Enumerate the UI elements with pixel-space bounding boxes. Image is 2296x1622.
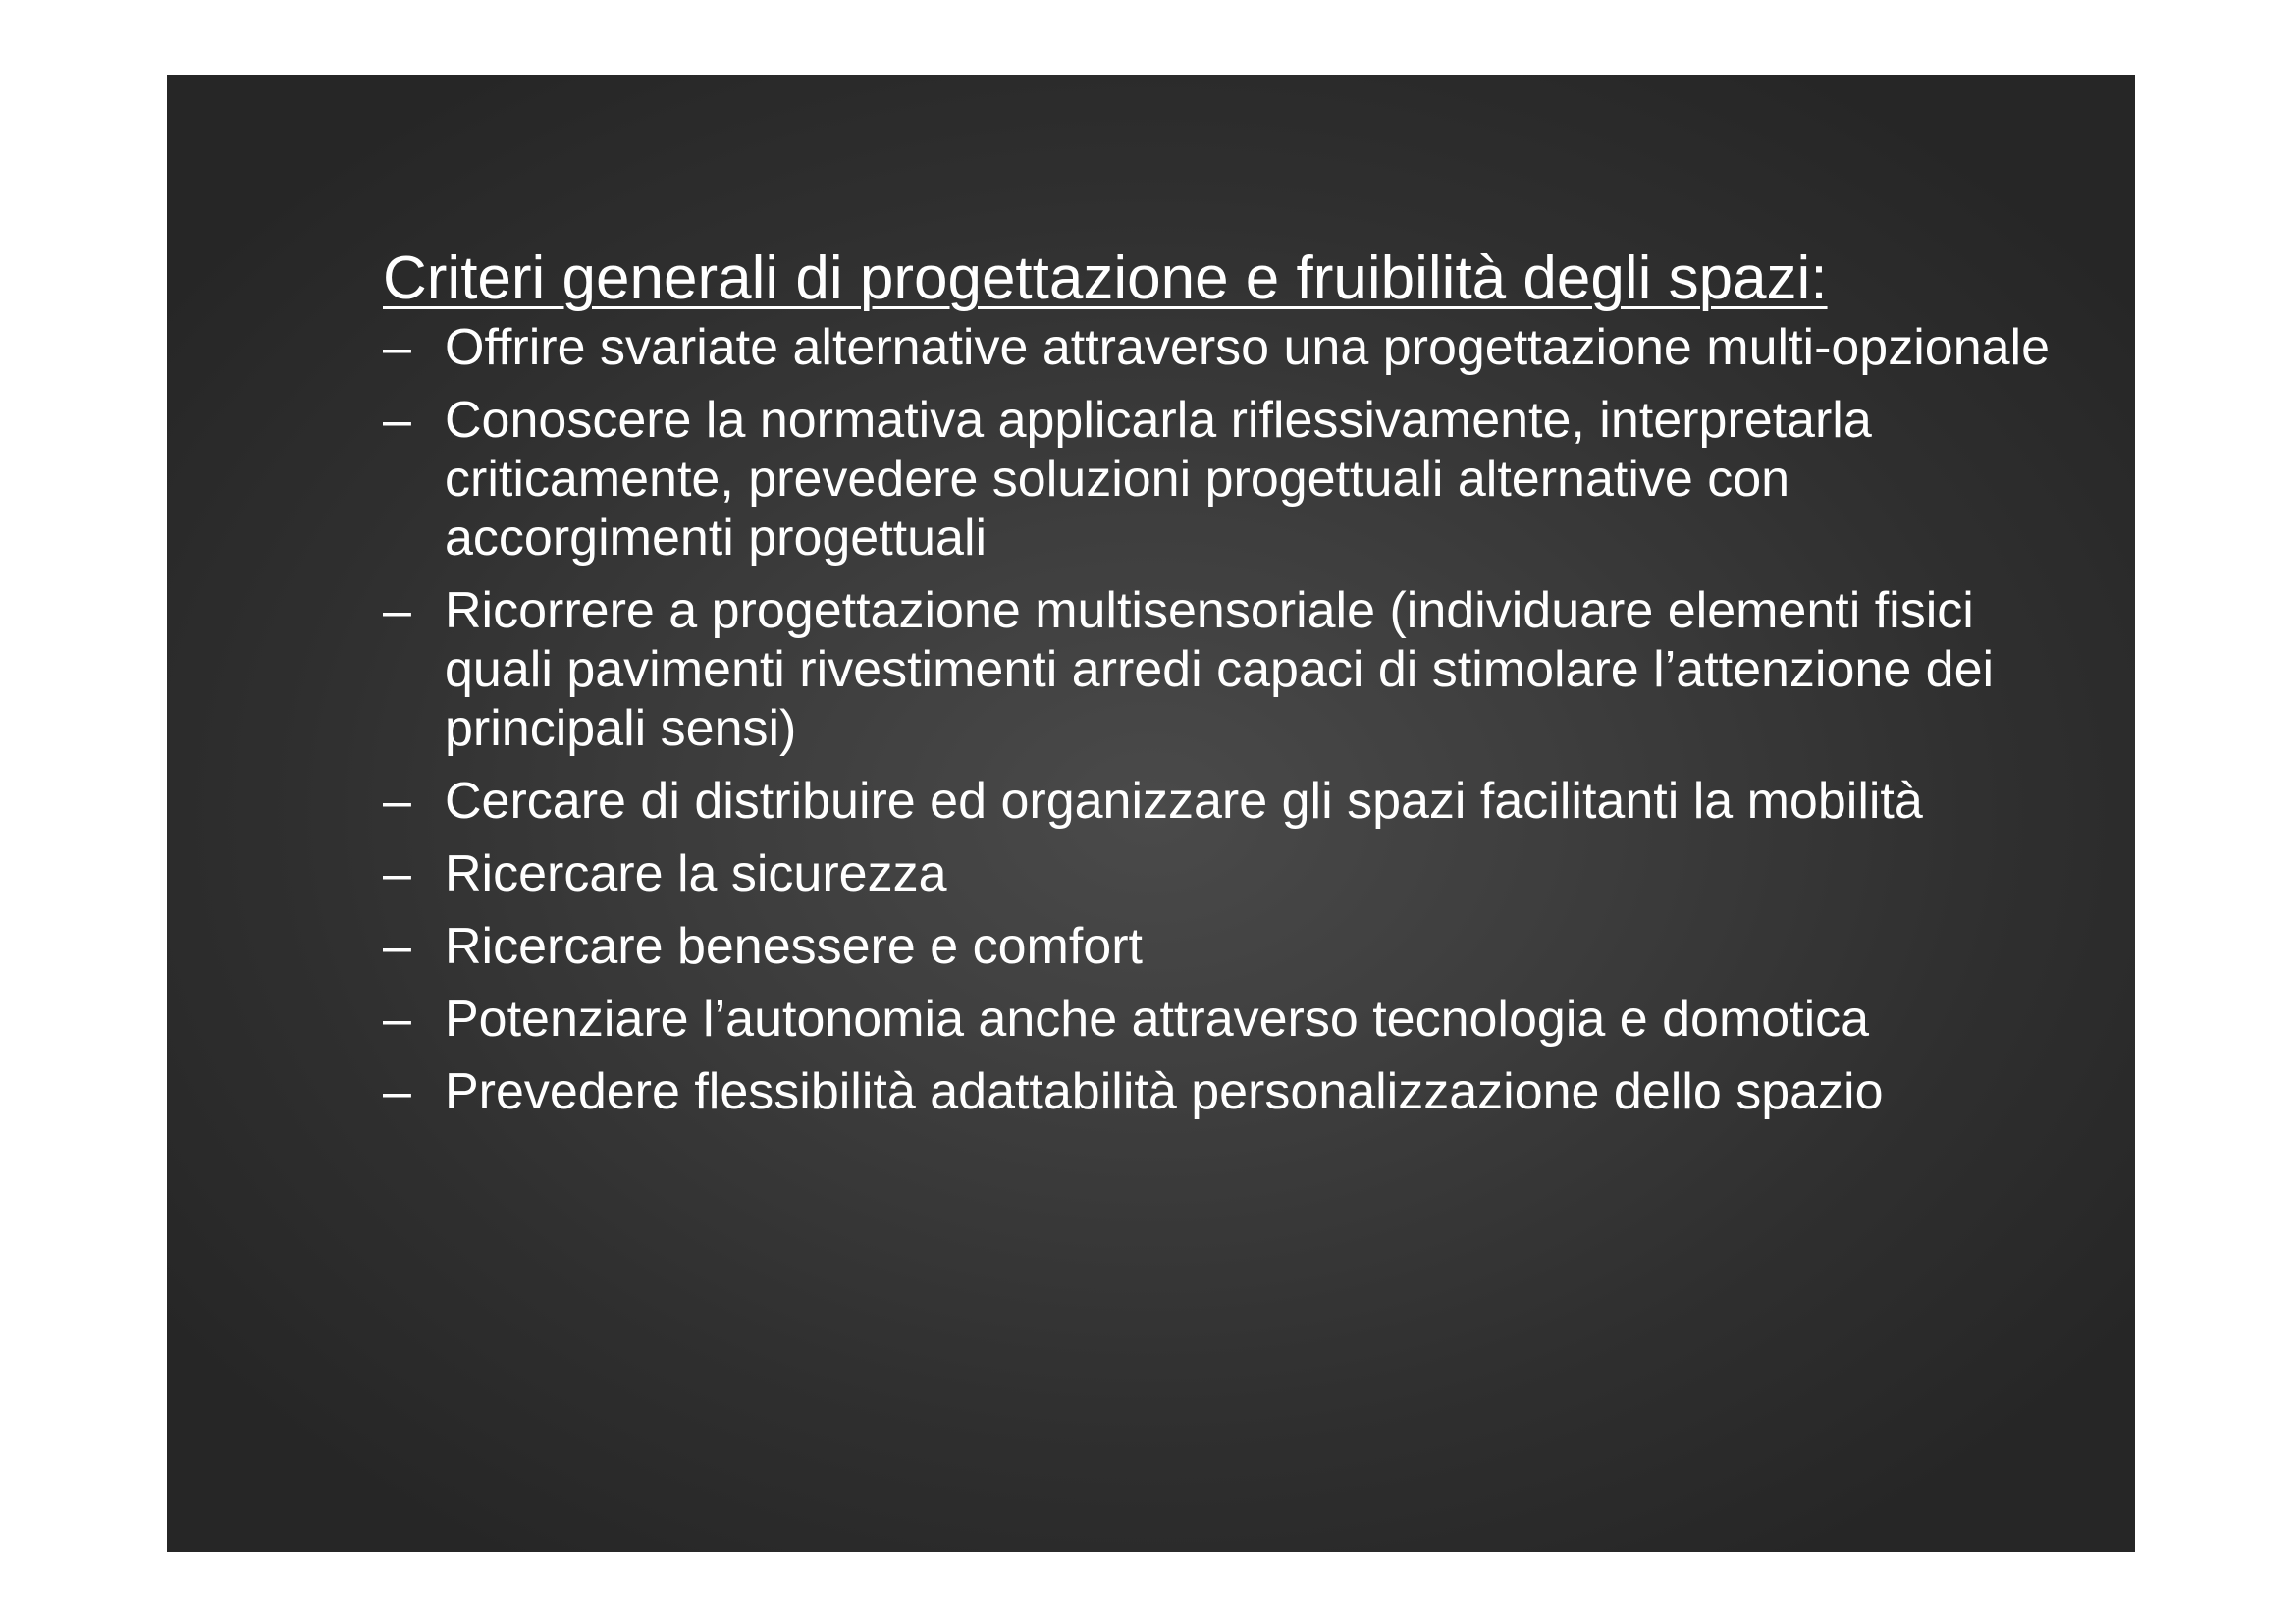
bullet-list <box>383 318 2052 1121</box>
slide <box>167 75 2135 1552</box>
bullet-item <box>383 391 2052 568</box>
bullet-dash: – <box>383 918 411 975</box>
bullet-text: Offrire svariate alternative attraverso una progettazione multi-opzionale <box>445 319 2051 376</box>
bullet-text: Ricercare la sicurezza <box>445 845 947 902</box>
bullet-dash: – <box>383 773 411 830</box>
bullet-item <box>383 772 2052 831</box>
bullet-text: Ricorrere a progettazione multisensoriale (individuare elementi fisici quali pavimenti rivestimenti arredi capaci di stimolare l’attenzione dei principali sensi) <box>445 582 1995 757</box>
bullet-text: Ricercare benessere e comfort <box>445 918 1143 975</box>
bullet-item <box>383 917 2052 976</box>
slide-content <box>383 242 2052 1135</box>
bullet-dash: – <box>383 991 411 1048</box>
bullet-dash: – <box>383 319 411 376</box>
bullet-item <box>383 318 2052 377</box>
bullet-item <box>383 990 2052 1049</box>
bullet-text: Prevedere flessibilità adattabilità personalizzazione dello spazio <box>445 1063 1884 1120</box>
bullet-dash: – <box>383 845 411 902</box>
bullet-item <box>383 1062 2052 1121</box>
bullet-text: Potenziare l’autonomia anche attraverso tecnologia e domotica <box>445 991 1870 1048</box>
bullet-item <box>383 844 2052 903</box>
bullet-item <box>383 581 2052 758</box>
bullet-dash: – <box>383 392 411 449</box>
bullet-text: Cercare di distribuire ed organizzare gli spazi facilitanti la mobilità <box>445 773 1923 830</box>
bullet-dash: – <box>383 582 411 639</box>
bullet-dash: – <box>383 1063 411 1120</box>
slide-title: Criteri generali di progettazione e fruibilità degli spazi: <box>383 244 1828 312</box>
bullet-text: Conoscere la normativa applicarla riflessivamente, interpretarla criticamente, prevedere soluzioni progettuali alternative con accorgimenti progettuali <box>445 392 1872 567</box>
